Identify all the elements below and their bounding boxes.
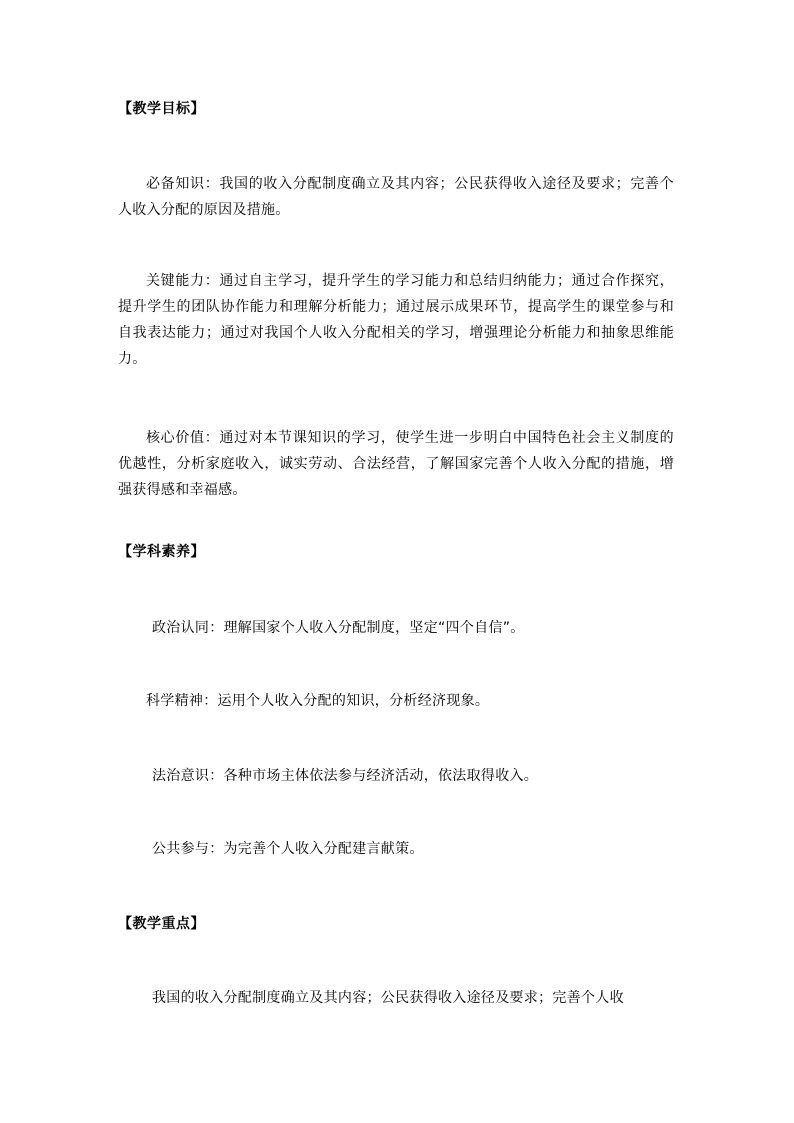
paragraph-core-values: 核心价值：通过对本节课知识的学习，使学生进一步明白中国特色社会主义制度的优越性，分析家庭收入，诚实劳动、合法经营，了解国家完善个人收入分配的措施，增强获得感和幸福感。 (118, 430, 674, 498)
paragraph-essential-knowledge: 必备知识：我国的收入分配制度确立及其内容；公民获得收入途径及要求；完善个人收入分配的原因及措施。 (118, 176, 674, 218)
line-legal-awareness: 法治意识：各种市场主体依法参与经济活动，依法取得收入。 (152, 768, 539, 784)
line-scientific-spirit: 科学精神：运用个人收入分配的知识，分析经济现象。 (146, 693, 490, 709)
paragraph-key-ability: 关键能力：通过自主学习，提升学生的学习能力和总结归纳能力；通过合作探究，提升学生的团队协作能力和理解分析能力；通过展示成果环节，提高学生的课堂参与和自我表达能力；通过对我国个人收入分配相关的学习，增强理论分析能力和抽象思维能力。 (118, 273, 674, 367)
line-public-participation: 公共参与：为完善个人收入分配建言献策。 (152, 841, 424, 857)
heading-subject-literacy: 【学科素养】 (118, 544, 205, 560)
heading-teaching-objectives: 【教学目标】 (118, 101, 205, 117)
line-keypoints-content: 我国的收入分配制度确立及其内容；公民获得收入途径及要求；完善个人收 (152, 990, 624, 1006)
heading-teaching-keypoints: 【教学重点】 (118, 916, 205, 932)
line-political-identity: 政治认同：理解国家个人收入分配制度，坚定“四个自信”。 (152, 620, 525, 636)
